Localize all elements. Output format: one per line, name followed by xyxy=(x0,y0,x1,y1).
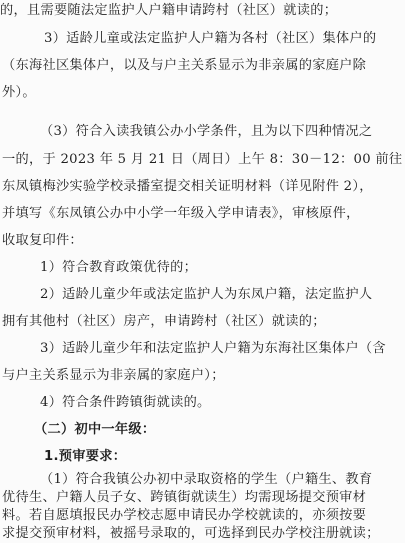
text-line: 外）。 xyxy=(2,85,36,100)
text-line: 4）符合条件跨镇街就读的。 xyxy=(40,395,211,410)
text-line: 1）符合教育政策优待的； xyxy=(40,260,198,275)
text-line: 并填写《东凤镇公办中小学一年级入学申请表》，审核原件， xyxy=(2,206,360,221)
text-line: （1）符合我镇公办初中录取资格的学生（户籍生、教育 xyxy=(40,472,373,487)
text-line: 与户主关系显示为非亲属的家庭户）； xyxy=(2,368,225,383)
text-line: 求提交预审材料，被摇号录取的，可选择到民办学校注册就读； xyxy=(2,526,380,541)
text-line: 东凤镇梅沙实验学校录播室提交相关证明材料（详见附件 2）， xyxy=(2,179,373,194)
text-line: 3）适龄儿童少年和法定监护人户籍为东海社区集体户（含 xyxy=(40,341,386,356)
text-line: 拥有其他村（社区）房产，申请跨村（社区）就读的； xyxy=(2,314,326,329)
text-line: 2）适龄儿童少年或法定监护人为东凤户籍，法定监护人 xyxy=(40,287,373,302)
text-line: （东海社区集体户，以及与户主关系显示为非亲属的家庭户除 xyxy=(2,58,367,73)
text-line: 3）适龄儿童或法定监护人户籍为各村（社区）集体户的 xyxy=(44,31,377,46)
text-line: 的，且需要随法定监护人户籍申请跨村（社区）就读的； xyxy=(0,3,338,18)
text-line: （3）符合入读我镇公办小学条件，且为以下四种情况之 xyxy=(40,124,373,139)
text-line: 料。若自愿填报民办学校志愿申请民办学校就读的，亦须按要 xyxy=(2,508,367,523)
text-line: 收取复印件： xyxy=(2,233,83,248)
text-line: 优待生、户籍人员子女、跨镇街就读生）均需现场提交预审材 xyxy=(2,490,367,505)
text-line: 一的，于 2023 年 5 月 21 日（周日）上午 8：30－12：00 前往 xyxy=(2,152,403,167)
section-heading: （二）初中一年级： xyxy=(34,422,156,437)
subsection-heading: 1.预审要求： xyxy=(44,449,127,464)
